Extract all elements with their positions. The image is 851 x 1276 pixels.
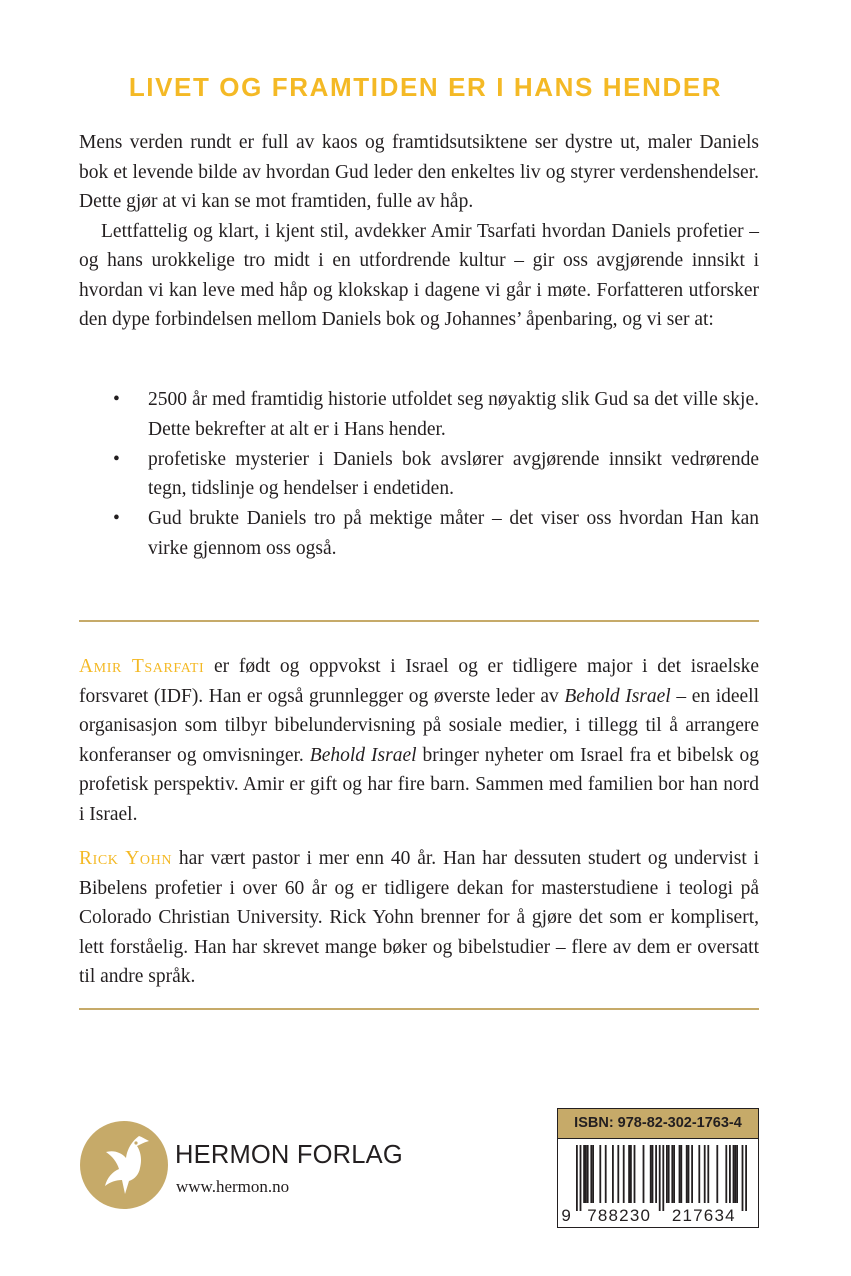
barcode-bar	[680, 1145, 682, 1203]
barcode-bar	[576, 1145, 578, 1211]
barcode-bar	[659, 1145, 661, 1211]
barcode-bar	[623, 1145, 625, 1203]
barcode-bar	[707, 1145, 709, 1203]
intro-paragraph-2: Lettfattelig og klart, i kjent stil, avdekker Amir Tsarfati hvordan Daniels profetier – og hans urokkelige tro midt i en utfordrende kultur – gir oss avgjørende innsikt i hvordan vi kan leve med håp og klokskap i dagene vi går i møte. Forfatteren utforsker den dype forbindelsen mellom Daniels bok og Johannes’ åpenbaring, og vi ser at:	[79, 220, 759, 330]
author-name-amir: Amir Tsarfati	[79, 656, 205, 677]
bio-text: er født og oppvokst i Israel og er tidligere major i det israelske forsvaret (IDF). Han er også grunnlegger og øverste leder av	[79, 656, 759, 707]
barcode-bar	[630, 1145, 632, 1203]
bullet-dot: •	[113, 389, 120, 410]
divider-top	[79, 620, 759, 622]
barcode-bar	[585, 1145, 587, 1203]
intro-paragraph-1: Mens verden rundt er full av kaos og framtidsutsiktene ser dystre ut, maler Daniels bok et levende bilde av hvordan Gud leder den enkeltes liv og styrer verdenshendelser. Dette gjør at vi kan se mot framtiden, fulle av håp.	[79, 132, 759, 212]
barcode-bar	[716, 1145, 718, 1203]
barcode-bar	[704, 1145, 706, 1203]
barcode-bar	[650, 1145, 652, 1203]
barcode-bar	[666, 1145, 668, 1203]
barcode-bar	[671, 1145, 673, 1203]
author-name-rick: Rick Yohn	[79, 848, 173, 869]
bio-text: har vært pastor i mer enn 40 år. Han har dessuten studert og undervist i Bibelens profetier i over 60 år og er tidligere dekan for masterstudiene i teologi på Colorado Christian University. Rick Yohn brenner for å gjøre det som er komplisert, lett forståelig. Han har skrevet mange bøker og bibelstudier – flere av dem er oversatt til andre språk.	[79, 848, 759, 987]
barcode-bar	[736, 1145, 738, 1203]
barcode-bar	[583, 1145, 585, 1203]
barcode-bar	[605, 1145, 607, 1203]
org-name: Behold Israel	[564, 685, 671, 707]
barcode-bar	[691, 1145, 693, 1203]
bullet-dot: •	[113, 508, 120, 529]
barcode-digits: 788230	[587, 1206, 652, 1225]
barcode-digits: 217634	[671, 1206, 736, 1225]
barcode-bar	[634, 1145, 636, 1203]
bullet-dot: •	[113, 448, 120, 470]
barcode-bar	[725, 1145, 727, 1203]
barcode-bar	[662, 1145, 664, 1211]
barcode	[558, 1139, 758, 1227]
barcode-bar	[668, 1145, 670, 1203]
bullet-list	[79, 385, 759, 564]
barcode-bar	[733, 1145, 735, 1203]
intro-text	[79, 128, 759, 335]
barcode-bar	[628, 1145, 630, 1203]
isbn-label: ISBN: 978-82-302-1763-4	[558, 1109, 758, 1139]
barcode-bar	[742, 1145, 744, 1211]
barcode-bar	[686, 1145, 688, 1203]
barcode-bar	[592, 1145, 594, 1203]
barcode-bar	[698, 1145, 700, 1203]
barcode-digits: 9	[561, 1206, 572, 1225]
bullet-text: profetiske mysterier i Daniels bok avslører avgjørende innsikt vedrørende tegn, tidslinje og hendelser i endetiden.	[148, 448, 759, 499]
barcode-bar	[617, 1145, 619, 1203]
dove-icon	[79, 1120, 169, 1210]
author-bio-amir	[79, 652, 759, 829]
bullet-text: Gud brukte Daniels tro på mektige måter – det viser oss hvordan Han kan virke gjennom oss også.	[148, 508, 759, 559]
bullet-item	[79, 445, 759, 504]
barcode-bar	[612, 1145, 614, 1203]
bullet-item	[79, 504, 759, 563]
divider-bottom	[79, 1008, 759, 1010]
barcode-bar	[652, 1145, 654, 1203]
barcode-bar	[590, 1145, 592, 1203]
barcode-bar	[643, 1145, 645, 1203]
barcode-bar	[587, 1145, 589, 1203]
barcode-bar	[679, 1145, 681, 1203]
bio-text: bringer nyheter om Israel fra et bibelsk og profetisk perspektiv. Amir er gift og har fire barn. Sammen med familien bor han nord i Israel.	[79, 744, 759, 825]
publisher-website: www.hermon.no	[176, 1177, 290, 1196]
barcode-bar	[673, 1145, 675, 1203]
barcode-bar	[580, 1145, 582, 1211]
barcode-bar	[599, 1145, 601, 1203]
barcode-bar	[729, 1145, 731, 1203]
bio-text: – en ideell organisasjon som tilbyr bibelundervisning på sosiale medier, i tillegg til å arrangere konferanser og omvisninger.	[79, 685, 760, 766]
author-bio-rick	[79, 844, 759, 992]
bullet-text: 2500 år med framtidig historie utfoldet seg nøyaktig slik Gud sa det ville skje. Dette bekrefter at alt er i Hans hender.	[148, 389, 759, 440]
barcode-bar	[734, 1145, 736, 1203]
barcode-bar	[688, 1145, 690, 1203]
barcode-bar	[745, 1145, 747, 1211]
barcode-bar	[655, 1145, 657, 1203]
bullet-item	[79, 385, 759, 444]
org-name: Behold Israel	[309, 744, 417, 766]
isbn-barcode-box	[557, 1108, 759, 1228]
headline: LIVET OG FRAMTIDEN ER I HANS HENDER	[128, 72, 723, 102]
publisher-name: HERMON FORLAG	[175, 1141, 403, 1169]
